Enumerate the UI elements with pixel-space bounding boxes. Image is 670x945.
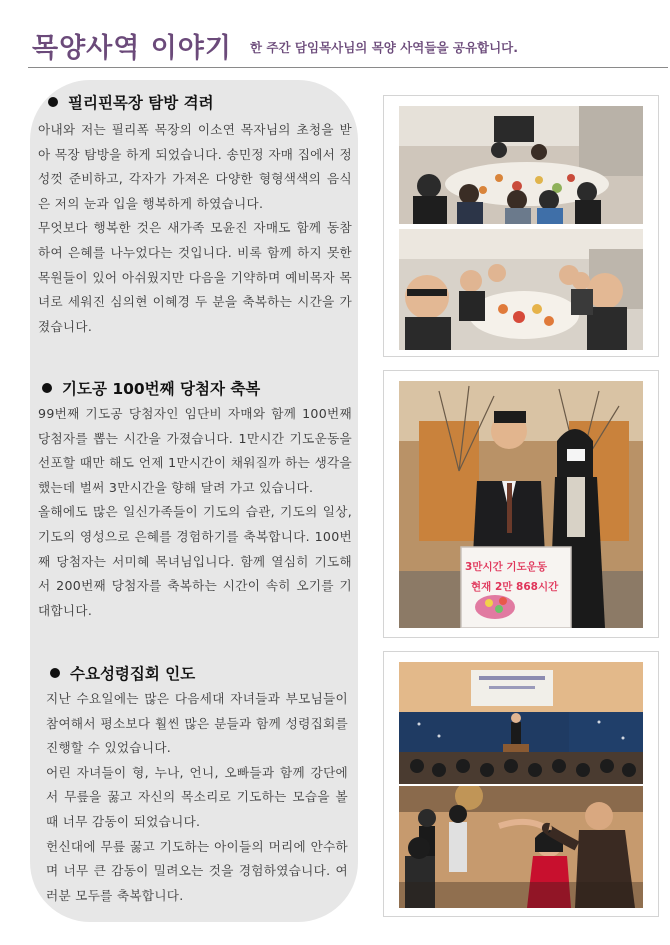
header-divider: [28, 67, 668, 68]
cell-group-selfie-photo: [399, 229, 643, 350]
laying-hands-prayer-photo: [399, 786, 643, 908]
photo-frame-cell-visit: [383, 95, 659, 357]
section-title: 수요성령집회 인도: [70, 665, 196, 683]
section-paragraph: 아내와 저는 필리폭 목장의 이소연 목자님의 초청을 받아 목장 탐방을 하게 되었습니다. 송민정 자매 집에서 정성껏 준비하고, 각자가 가져온 다양한 형형색색의 음식은 저의 눈과 입을 행복하게 하였습니다.: [38, 122, 352, 211]
section-paragraph: 99번째 기도공 당첨자인 임단비 자매와 함께 100번째 당첨자를 뽑는 시간을 가졌습니다. 1만시간 기도운동을 선포할 때만 해도 언제 1만시간이 채워질까 하는 생각을 했는데 벌써 3만시간을 향해 달려 가고 있습니다.: [38, 406, 352, 495]
page-header: [28, 22, 668, 70]
section-title: 기도공 100번째 당첨자 축복: [62, 380, 261, 398]
section-philippines-cell: [38, 90, 352, 339]
bullet-icon: [50, 668, 60, 678]
bullet-icon: [48, 97, 58, 107]
page-subtitle: 한 주간 담임목사님의 목양 사역들을 공유합니다.: [250, 40, 519, 55]
section-title: 필리핀목장 탐방 격려: [68, 94, 214, 112]
section-paragraph: 무엇보다 행복한 것은 새가족 모윤진 자매도 함께 동참하여 은혜를 나누었다는 것입니다. 비록 함께 하지 못한 목원들이 있어 아쉬웠지만 다음을 기약하며 예비목자 목녀로 세워진 심의현 이혜경 두 분을 축복하는 시간을 가졌습니다.: [38, 220, 352, 334]
worship-service-photo: [399, 662, 643, 784]
photo-frame-prayer-winner: [383, 370, 659, 638]
prayer-winner-photo: [399, 381, 643, 628]
section-wednesday-meeting: [46, 661, 348, 908]
section-paragraph: 올해에도 많은 일신가족들이 기도의 습관, 기도의 일상, 기도의 영성으로 은혜를 경험하기를 축복합니다. 100번째 당첨자는 서미혜 목녀님입니다. 함께 열심히 기도해서 200번째 당첨자를 축복하는 시간이 속히 오기를 기대합니다.: [38, 504, 352, 618]
section-heading: [50, 661, 348, 685]
prayer-box-line2: 현재 2만 868시간: [471, 581, 559, 593]
page-title: 목양사역 이야기: [32, 33, 232, 64]
photo-frame-wednesday: [383, 651, 659, 917]
prayer-box-sign: [465, 557, 569, 597]
bullet-icon: [42, 383, 52, 393]
prayer-box-line1: 3만시간 기도운동: [465, 561, 547, 573]
cell-gathering-photo: [399, 106, 643, 224]
section-paragraph: 어린 자녀들이 형, 누나, 언니, 오빠들과 함께 강단에서 무릎을 꿇고 자신의 목소리로 기도하는 모습을 볼 때 너무 감동이 되었습니다.: [46, 764, 348, 829]
section-heading: [42, 376, 352, 400]
section-heading: [48, 90, 352, 114]
section-prayer-winner: [38, 376, 352, 623]
section-paragraph: 헌신대에 무릎 꿇고 기도하는 아이들의 머리에 안수하며 너무 큰 감동이 밀려오는 것을 경험하였습니다. 여러분 모두를 축복합니다.: [46, 838, 348, 903]
section-paragraph: 지난 수요일에는 많은 다음세대 자녀들과 부모님들이 참여해서 평소보다 훨씬 많은 분들과 함께 성령집회를 진행할 수 있었습니다.: [46, 691, 348, 756]
